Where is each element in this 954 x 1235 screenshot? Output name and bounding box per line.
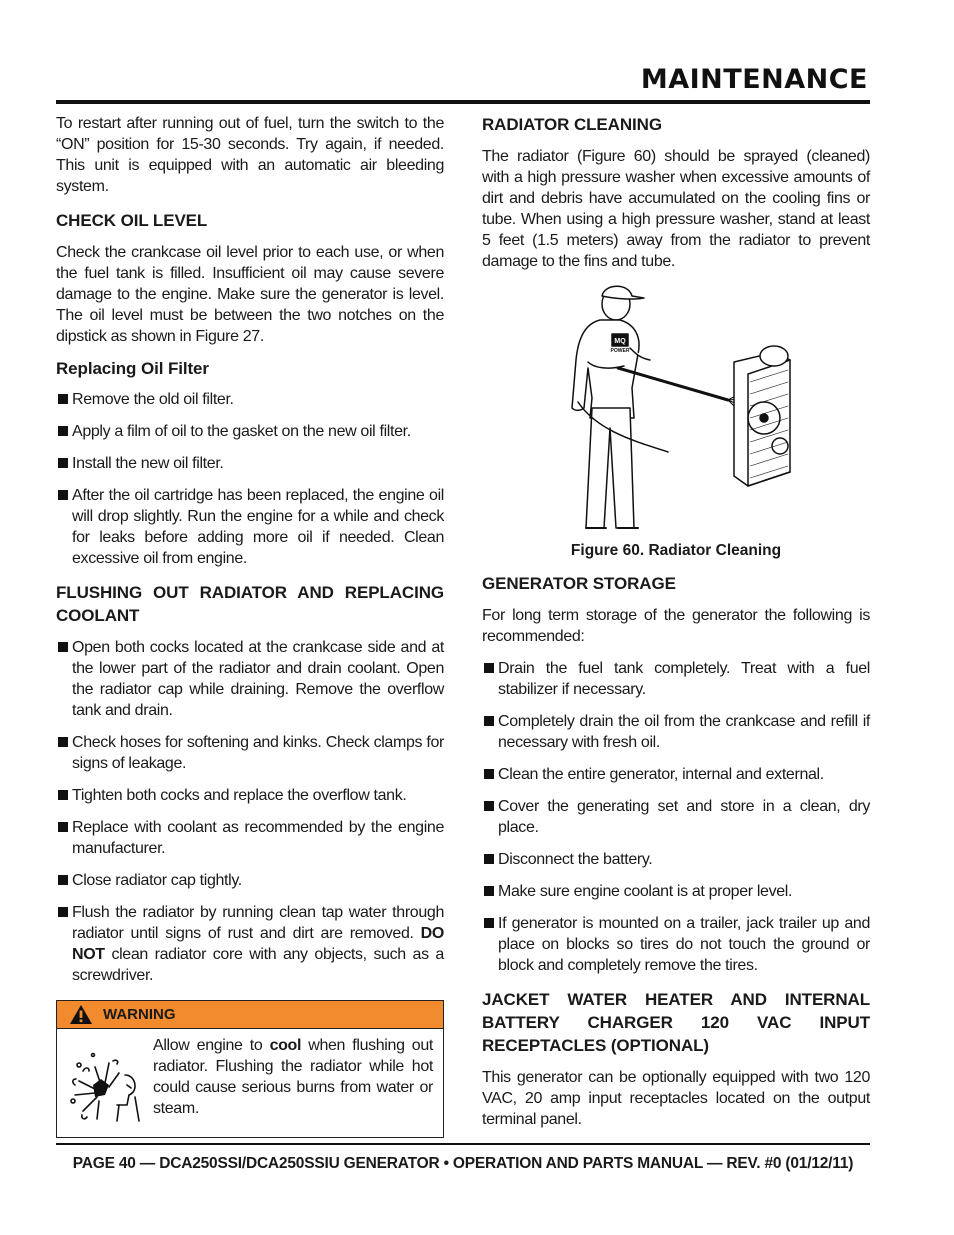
shirt-text: POWER <box>610 348 630 354</box>
flushing-heading: FLUSHING OUT RADIATOR AND REPLACING COOLANT <box>56 583 444 625</box>
list-item: Close radiator cap tightly. <box>56 870 444 891</box>
jacket-paragraph: This generator can be optionally equipped with two 120 VAC, 20 amp input receptacles located on the output terminal panel. <box>482 1069 870 1128</box>
list-item: Open both cocks located at the crankcase side and at the lower part of the radiator and drain coolant. Open the radiator cap while draining. Remove the overflow tank and drain. <box>56 637 444 721</box>
warning-triangle-icon <box>69 1004 93 1025</box>
warning-text-pre: Allow engine to <box>153 1037 263 1054</box>
list-item: Drain the fuel tank completely. Treat with a fuel stabilizer if necessary. <box>482 658 870 700</box>
flush-text: Flush the radiator by running clean tap water through radiator until signs of rust and dirt are removed. <box>72 904 444 942</box>
flushing-list <box>56 637 444 986</box>
warning-label: WARNING <box>103 1006 176 1023</box>
warning-text-post: when flushing out radiator. Flushing the radiator while hot could cause serious burns from water or steam. <box>153 1037 433 1117</box>
warning-header <box>57 1001 443 1029</box>
list-item: Remove the old oil filter. <box>56 389 444 410</box>
list-item: Cover the generating set and store in a clean, dry place. <box>482 796 870 838</box>
list-item: If generator is mounted on a trailer, jack trailer up and place on blocks so tires do not touch the ground or block and completely remove the tires. <box>482 913 870 976</box>
check-oil-paragraph: Check the crankcase oil level prior to each use, or when the fuel tank is filled. Insufficient oil may cause severe damage to the engine. Make sure the generator is level. The oil level must be between the two notches on the dipstick as shown in Figure 27. <box>56 244 444 345</box>
list-item: Apply a film of oil to the gasket on the new oil filter. <box>56 421 444 442</box>
flush-text-end: clean radiator core with any objects, such as a screwdriver. <box>72 946 444 984</box>
list-item: Clean the entire generator, internal and external. <box>482 764 870 785</box>
warning-body <box>57 1029 443 1137</box>
page-title: MAINTENANCE <box>640 64 868 95</box>
list-item: Check hoses for softening and kinks. Check clamps for signs of leakage. <box>56 732 444 774</box>
list-item: Completely drain the oil from the crankcase and refill if necessary with fresh oil. <box>482 711 870 753</box>
radiator-paragraph: The radiator (Figure 60) should be sprayed (cleaned) with a high pressure washer when excessive amounts of dirt and debris have accumulated on the cooling fins or tube. When using a high pressure washer, stand at least 5 feet (1.5 meters) away from the radiator to prevent damage to the fins and tube. <box>482 148 870 270</box>
storage-list <box>482 658 870 976</box>
header-rule <box>56 100 870 104</box>
list-item: Disconnect the battery. <box>482 849 870 870</box>
do-not-emphasis: DO NOT <box>72 925 444 963</box>
list-item: Replace with coolant as recommended by the engine manufacturer. <box>56 817 444 859</box>
storage-heading: GENERATOR STORAGE <box>482 574 676 593</box>
list-item <box>56 902 444 986</box>
radiator-heading: RADIATOR CLEANING <box>482 115 662 134</box>
left-column <box>56 113 444 1138</box>
radiator-figure <box>482 278 870 538</box>
footer-rule <box>56 1143 870 1145</box>
list-item: After the oil cartridge has been replaced, the engine oil will drop slightly. Run the engine for a while and check for leaks before adding more oil if needed. Clean excessive oil from engine. <box>56 485 444 569</box>
warning-text <box>153 1035 433 1129</box>
list-item: Make sure engine coolant is at proper level. <box>482 881 870 902</box>
oil-filter-list <box>56 389 444 569</box>
jacket-heading: JACKET WATER HEATER AND INTERNAL BATTERY CHARGER 120 VAC INPUT RECEPTACLES (OPTIONAL) <box>482 990 870 1055</box>
warning-cool-emphasis: cool <box>269 1037 302 1054</box>
restart-paragraph: To restart after running out of fuel, turn the switch to the “ON” position for 15-30 seconds. Try again, if needed. This unit is equipped with an automatic air bleeding system. <box>56 115 444 195</box>
warning-box <box>56 1000 444 1138</box>
right-column <box>482 113 870 1130</box>
page-footer: PAGE 40 — DCA250SSI/DCA250SSIU GENERATOR • OPERATION AND PARTS MANUAL — REV. #0 (01/12/11) <box>72 1155 854 1172</box>
steam-burn-icon <box>65 1045 149 1129</box>
radiator-cleaning-illustration <box>548 278 798 540</box>
figure-caption: Figure 60. Radiator Cleaning <box>570 542 782 559</box>
check-oil-heading: CHECK OIL LEVEL <box>56 211 208 230</box>
list-item: Tighten both cocks and replace the overflow tank. <box>56 785 444 806</box>
shirt-logo: MQ <box>614 338 626 345</box>
list-item: Install the new oil filter. <box>56 453 444 474</box>
storage-intro: For long term storage of the generator the following is recommended: <box>482 607 870 645</box>
oil-filter-heading: Replacing Oil Filter <box>56 359 209 378</box>
